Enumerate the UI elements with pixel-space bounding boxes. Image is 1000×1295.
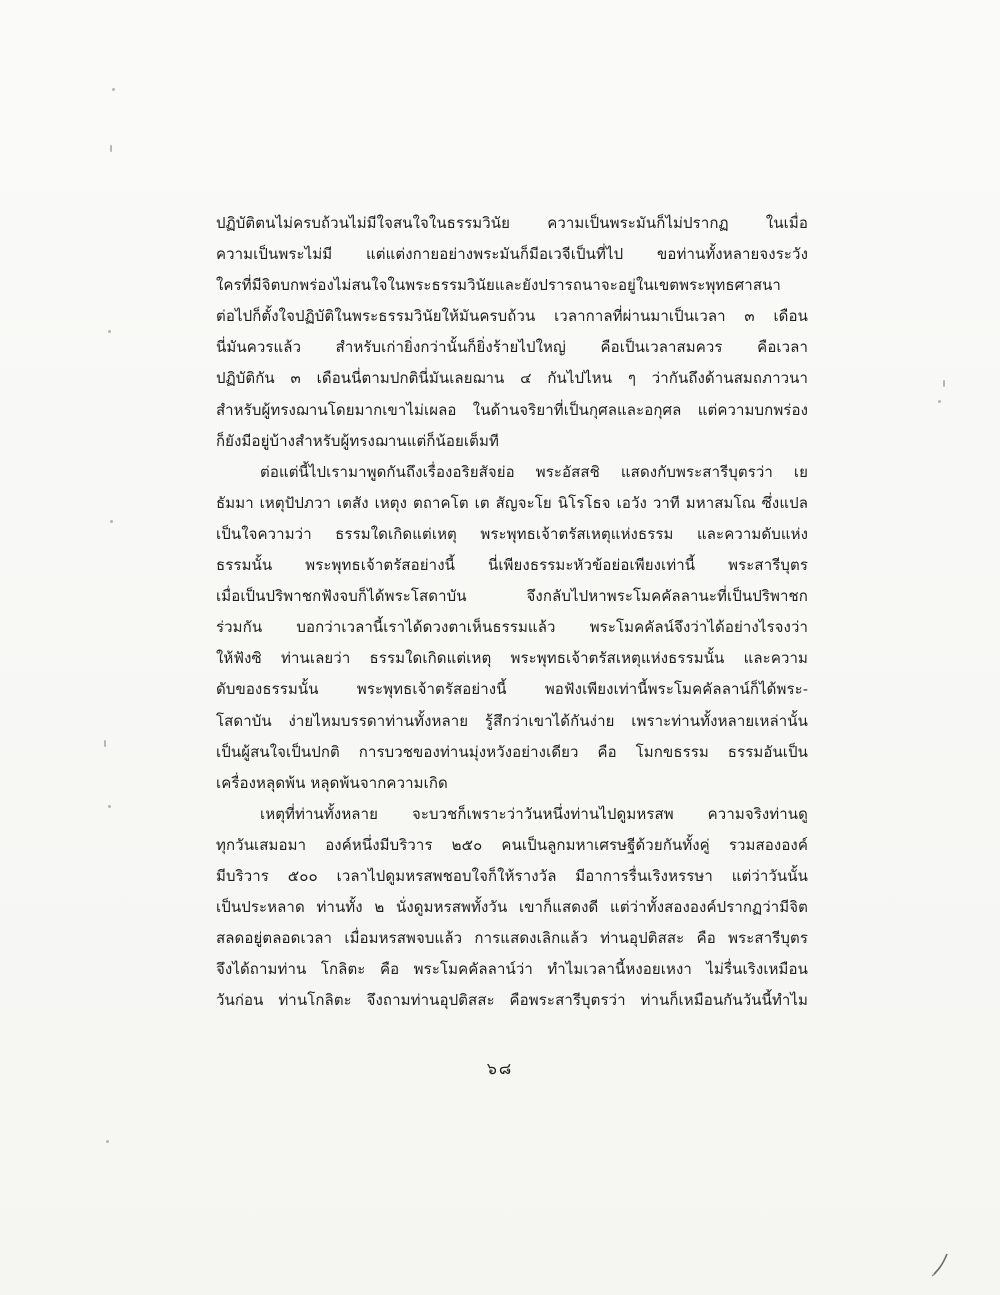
- text-line: เมื่อเป็นปริพาชกฟังจบก็ได้พระโสดาบัน จึงกลับไปหาพระโมคคัลลานะที่เป็นปริพาชก: [216, 587, 808, 606]
- text-line: สลดอยู่ตลอดเวลา เมื่อมหรสพจบแล้ว การแสดงเลิกแล้ว ท่านอุปติสสะ คือ พระสารีบุตร: [216, 929, 808, 948]
- scan-speck: [943, 380, 945, 387]
- text-line: เป็นใจความว่า ธรรมใดเกิดแต่เหตุ พระพุทธเจ้าตรัสเหตุแห่งธรรม และความดับแห่ง: [216, 524, 808, 543]
- text-line: ดับของธรรมนั้น พระพุทธเจ้าตรัสอย่างนี้ พอฟังเพียงเท่านี้พระโมคคัลลาน์ก็ได้พระ-: [216, 680, 808, 699]
- scan-speck: [938, 400, 941, 403]
- text-line: ธัมมา เหตุปัปภวา เตสัง เหตุง ตถาคโต เต สัญจะโย นิโรโธจ เอวัง วาที มหาสมโณ ซึ่งแปล: [216, 493, 808, 512]
- text-line: เครื่องหลุดพ้น หลุดพ้นจากความเกิด: [216, 773, 448, 792]
- text-line: โสดาบัน ง่ายไหมบรรดาท่านทั้งหลาย รู้สึกว่าเขาได้กันง่าย เพราะท่านทั้งหลายเหล่านั้น: [216, 711, 808, 730]
- text-line: ให้ฟังซิ ท่านเลยว่า ธรรมใดเกิดแต่เหตุ พระพุทธเจ้าตรัสเหตุแห่งธรรมนั้น และความ: [216, 649, 808, 668]
- text-line: ก็ยังมีอยู่บ้างสำหรับผู้ทรงฌานแต่ก็น้อยเต็มที: [216, 431, 499, 450]
- pencil-mark-icon: [930, 1248, 952, 1278]
- scan-speck: [106, 1140, 109, 1143]
- text-line: วันก่อน ท่านโกลิตะ จึงถามท่านอุปติสสะ คือพระสารีบุตรว่า ท่านก็เหมือนกันวันนี้ทำไม: [216, 991, 808, 1010]
- text-line: ร่วมกัน บอกว่าเวลานี้เราได้ดวงตาเห็นธรรมแล้ว พระโมคคัลน์จึงว่าได้อย่างไรจงว่า: [216, 618, 808, 637]
- body-text: [216, 208, 808, 1016]
- paragraph-start-line: เหตุที่ท่านทั้งหลาย จะบวชก็เพราะว่าวันหนึ่งท่านไปดูมหรสพ ความจริงท่านดู: [260, 804, 808, 823]
- text-line: เป็นผู้สนใจเป็นปกติ การบวชของท่านมุ่งหวังอย่างเดียว คือ โมกขธรรม ธรรมอันเป็น: [216, 742, 808, 761]
- text-line: ปฏิบัติกัน ๓ เดือนนี่ตามปกตินี่มันเลยฌาน ๔ กันไปไหน ๆ ว่ากันถึงด้านสมถภาวนา: [216, 369, 808, 388]
- scan-speck: [112, 88, 115, 91]
- text-line: สำหรับผู้ทรงฌานโดยมากเขาไม่เผลอ ในด้านจริยาที่เป็นกุศลและอกุศล แต่ความบกพร่อง: [216, 400, 808, 419]
- text-line: ธรรมนั้น พระพุทธเจ้าตรัสอย่างนี้ นี่เพียงธรรมะหัวข้อย่อเพียงเท่านี้ พระสารีบุตร: [216, 556, 808, 575]
- paragraph-start-line: ต่อแต่นี้ไปเรามาพูดกันถึงเรื่องอริยสัจย่อ พระอัสสชิ แสดงกับพระสารีบุตรว่า เย: [260, 462, 808, 481]
- scan-speck: [108, 330, 111, 333]
- text-line: ใครที่มีจิตบกพร่องไม่สนใจในพระธรรมวินัยและยังปรารถนาจะอยู่ในเขตพระพุทธศาสนา: [216, 276, 781, 295]
- page-number: ๖๘: [486, 1059, 514, 1078]
- text-line: จึงได้ถามท่าน โกลิตะ คือ พระโมคคัลลาน์ว่า ทำไมเวลานี้หงอยเหงา ไม่รื่นเริงเหมือน: [216, 960, 808, 979]
- scan-speck: [104, 740, 106, 747]
- text-line: ทุกวันเสมอมา องค์หนึ่งมีบริวาร ๒๕๐ คนเป็นลูกมหาเศรษฐีด้วยกันทั้งคู่ รวมสององค์: [216, 835, 808, 854]
- text-line: นี่มันควรแล้ว สำหรับเก่ายิ่งกว่านั้นก็ยิ่งร้ายไปใหญ่ คือเป็นเวลาสมควร คือเวลา: [216, 338, 808, 357]
- scan-speck: [108, 805, 111, 808]
- scan-speck: [110, 520, 113, 523]
- text-line: เป็นประหลาด ท่านทั้ง ๒ นั่งดูมหรสพทั้งวัน เขาก็แสดงดี แต่ว่าทั้งสององค์ปรากฏว่ามีจิต: [216, 898, 808, 917]
- text-line: ต่อไปก็ตั้งใจปฏิบัติในพระธรรมวินัยให้มันครบถ้วน เวลากาลที่ผ่านมาเป็นเวลา ๓ เดือน: [216, 307, 808, 326]
- text-line: ความเป็นพระไม่มี แต่แต่งกายอย่างพระมันก็มีอเวจีเป็นที่ไป ขอท่านทั้งหลายจงระวัง: [216, 245, 808, 264]
- scan-speck: [110, 145, 112, 152]
- text-line: มีบริวาร ๕๐๐ เวลาไปดูมหรสพชอบใจก็ให้รางวัล มีอาการรื่นเริงหรรษา แต่ว่าวันนั้น: [216, 866, 808, 885]
- text-line: ปฏิบัติตนไม่ครบถ้วนไม่มีใจสนใจในธรรมวินัย ความเป็นพระมันก็ไม่ปรากฏ ในเมื่อ: [216, 214, 808, 232]
